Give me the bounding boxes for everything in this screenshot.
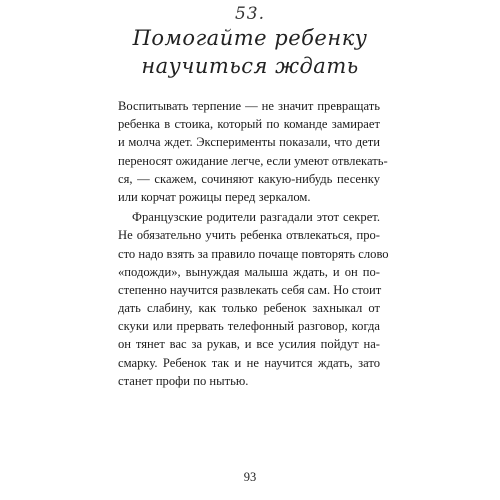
- body-text: [118, 97, 389, 390]
- text-line: или корчат рожицы перед зеркалом.: [118, 189, 311, 204]
- text-line: Не обязательно учить ребенка отвлекаться, про-: [118, 228, 380, 243]
- chapter-number: 53.: [234, 4, 266, 24]
- text-line: переносят ожидание легче, если умеют отвлекать-: [118, 153, 388, 168]
- chapter-title-line-1: Помогайте ребенку: [132, 26, 368, 50]
- text-line: скуки или прервать телефонный разговор, когда: [118, 319, 380, 334]
- text-line: он тянет вас за рукав, и все усилия пойдут на-: [118, 337, 380, 352]
- text-line: ребенка в стоика, который по команде замирает: [118, 117, 380, 132]
- paragraph-1: [118, 97, 388, 206]
- text-line: станет профи по нытью.: [118, 373, 249, 388]
- text-line: Воспитывать терпение — не значит превращать: [118, 99, 380, 113]
- text-line: Французские родители разгадали этот секрет.: [132, 210, 380, 225]
- text-line: степенно научится развлекать себя сам. Но стоит: [118, 282, 382, 297]
- text-line: смарку. Ребенок так и не научится ждать, зато: [118, 355, 380, 370]
- text-line: ся, — скажем, сочиняют какую-нибудь песенку: [118, 171, 380, 186]
- page-number: 93: [243, 470, 257, 484]
- text-line: и молча ждет. Эксперименты показали, что дети: [118, 135, 380, 150]
- text-line: «подожди», вынуждая малыша ждать, и он по-: [118, 264, 380, 279]
- chapter-title-line-2: научиться ждать: [141, 54, 359, 78]
- text-line: дать слабину, как только ребенок захныкал от: [118, 301, 380, 316]
- paragraph-2: [118, 208, 389, 390]
- text-line: сто надо взять за правило почаще повторять слово: [118, 246, 389, 261]
